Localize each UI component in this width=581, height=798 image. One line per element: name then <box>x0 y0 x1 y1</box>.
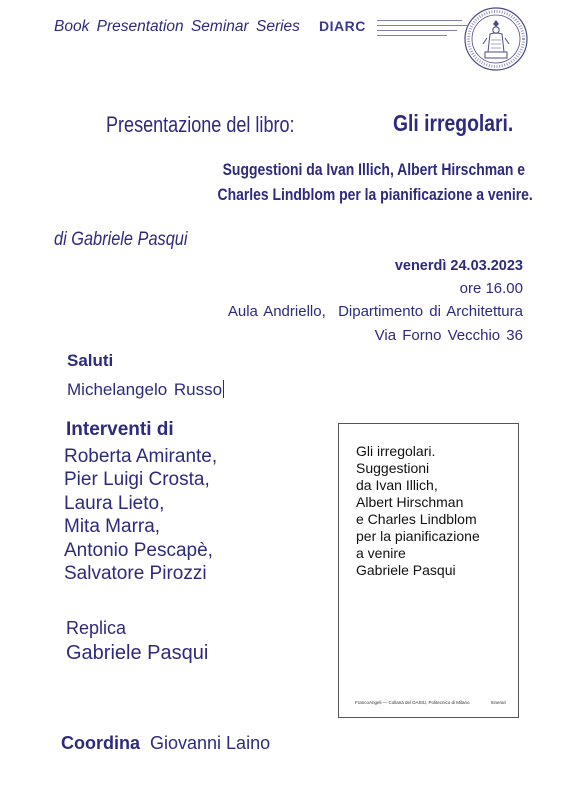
saluti-name-text: Michelangelo Russo <box>67 380 223 399</box>
book-subtitle <box>217 157 533 207</box>
list-item: Salvatore Pirozzi <box>64 563 207 585</box>
event-date: venerdì 24.03.2023 <box>394 258 523 274</box>
cover-line: Gli irregolari. <box>356 443 436 459</box>
cover-line: da Ivan Illich, <box>356 477 438 493</box>
text-cursor <box>223 380 224 398</box>
event-time: ore 16.00 <box>459 280 523 297</box>
replica-name: Gabriele Pasqui <box>66 642 209 664</box>
list-item: Mita Marra, <box>64 516 161 538</box>
event-venue: Aula Andriello, Dipartimento di Architettura <box>227 303 523 320</box>
diarc-logo <box>319 18 469 42</box>
cover-line: a venire <box>356 545 406 561</box>
event-address: Via Forno Vecchio 36 <box>374 327 523 344</box>
cover-publisher: FrancoAngeli — Collana del DAStU, Politecnico di Milano <box>355 700 470 705</box>
book-title: Gli irregolari. <box>393 110 514 136</box>
cover-line: Albert Hirschman <box>356 494 464 510</box>
saluti-heading: Saluti <box>67 351 114 370</box>
cover-line: per la pianificazione <box>356 528 480 544</box>
university-seal-icon <box>463 6 529 72</box>
cover-line: e Charles Lindblom <box>356 511 477 527</box>
replica-heading: Replica <box>66 618 127 638</box>
list-item: Antonio Pescapè, <box>64 539 213 561</box>
diarc-logo-text: DIARC <box>319 18 366 34</box>
cover-series: Itinerari <box>490 700 506 705</box>
series-title: Book Presentation Seminar Series <box>54 18 300 35</box>
book-author: di Gabriele Pasqui <box>54 229 188 250</box>
subtitle-line: Charles Lindblom per la pianificazione a venire. <box>217 185 533 204</box>
list-item: Roberta Amirante, <box>64 446 218 467</box>
cover-author: Gabriele Pasqui <box>356 562 456 578</box>
coordina-name: Giovanni Laino <box>150 733 271 753</box>
diarc-logo-lines <box>377 20 467 40</box>
presentation-label: Presentazione del libro: <box>106 112 295 137</box>
list-item: Pier Luigi Crosta, <box>64 469 210 491</box>
subtitle-line: Suggestioni da Ivan Illich, Albert Hirschman e <box>222 160 525 179</box>
cover-text <box>356 443 480 579</box>
speaker-list <box>64 445 217 585</box>
list-item: Laura Lieto, <box>64 492 165 514</box>
interventi-heading: Interventi di <box>66 419 174 440</box>
coordina-heading: Coordina <box>61 733 140 753</box>
cover-line: Suggestioni <box>356 460 430 476</box>
coordina-line <box>61 733 270 754</box>
saluti-name[interactable] <box>67 380 224 400</box>
book-cover <box>338 423 519 718</box>
